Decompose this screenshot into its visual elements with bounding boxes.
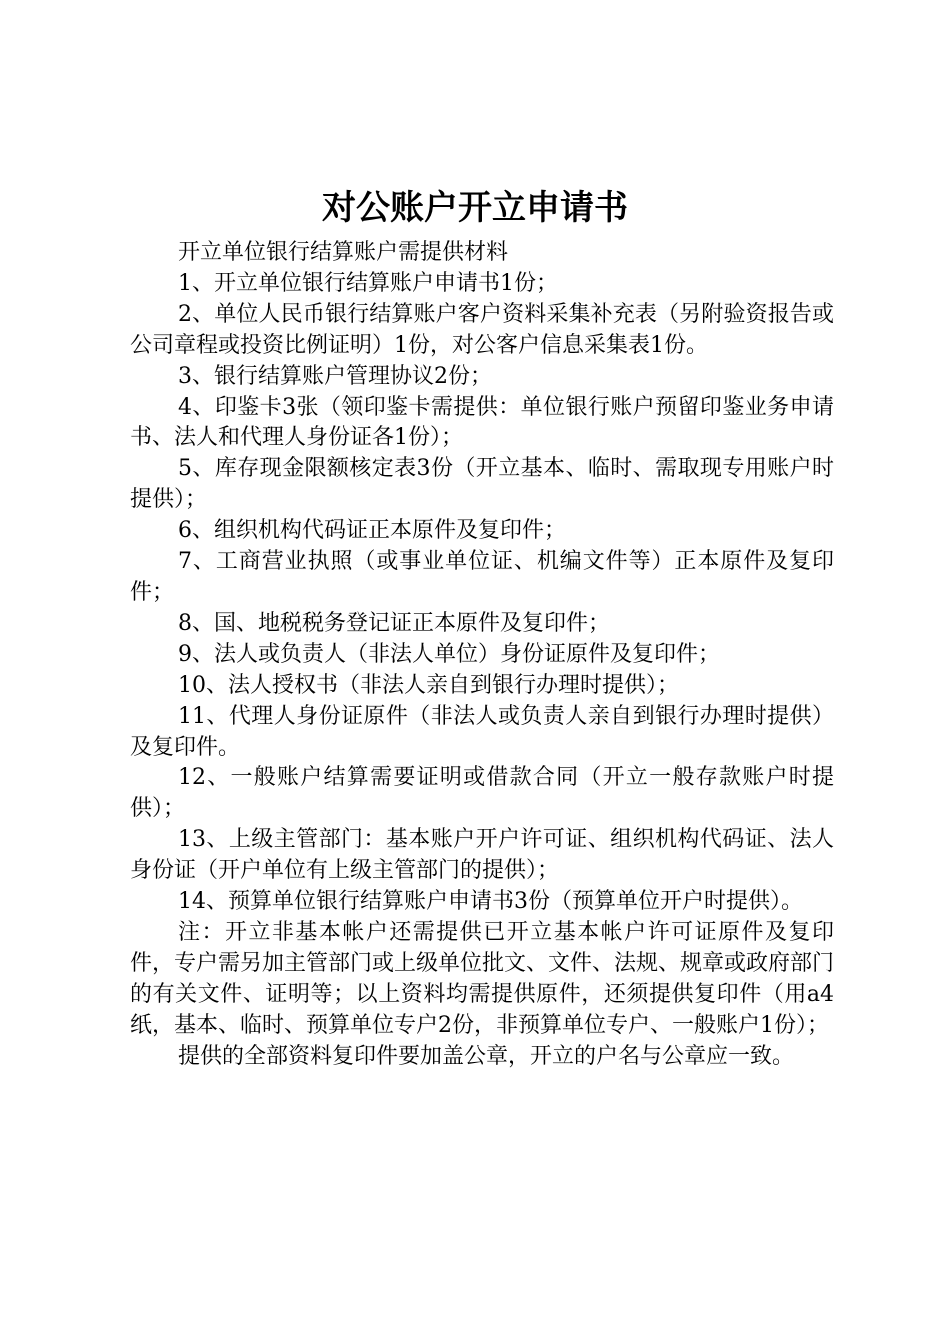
item-5: 5、库存现金限额核定表3份（开立基本、临时、需取现专用账户时提供）； — [130, 456, 834, 513]
item-9: 9、法人或负责人（非法人单位）身份证原件及复印件； — [178, 641, 720, 667]
note-paragraph: 注：开立非基本帐户还需提供已开立基本帐户许可证原件及复印件，专户需另加主管部门或上级单位批文、文件、法规、规章或政府部门的有关文件、证明等；以上资料均需提供原件，还须提供复印件（用a4纸，基本、临时、预算单位专户2份，非预算单位专户、一般账户1份）； — [130, 919, 835, 1038]
item-7: 7、工商营业执照（或事业单位证、机编文件等）正本原件及复印件； — [130, 549, 834, 605]
item-12: 12、一般账户结算需要证明或借款合同（开立一般存款账户时提供）； — [130, 765, 834, 822]
item-4: 4、印鉴卡3张（领印鉴卡需提供：单位银行账户预留印鉴业务申请书、法人和代理人身份证各1份）； — [130, 394, 834, 451]
item-11: 11、代理人身份证原件（非法人或负责人亲自到银行办理时提供）及复印件。 — [130, 703, 834, 760]
item-2: 2、单位人民币银行结算账户客户资料采集补充表（另附验资报告或公司章程或投资比例证明）1份，对公客户信息采集表1份。 — [130, 301, 834, 358]
document-body — [130, 238, 834, 1072]
item-13: 13、上级主管部门：基本账户开户许可证、组织机构代码证、法人身份证（开户单位有上级主管部门的提供）； — [130, 827, 834, 884]
item-6: 6、组织机构代码证正本原件及复印件； — [178, 518, 566, 544]
intro-paragraph: 开立单位银行结算账户需提供材料 — [178, 240, 509, 265]
closing-paragraph: 提供的全部资料复印件要加盖公章，开立的户名与公章应一致。 — [178, 1043, 795, 1069]
item-10: 10、法人授权书（非法人亲自到银行办理时提供）； — [178, 672, 679, 698]
item-1: 1、开立单位银行结算账户申请书1份； — [178, 270, 558, 296]
item-14: 14、预算单位银行结算账户申请书3份（预算单位开户时提供）。 — [178, 889, 803, 915]
item-3: 3、银行结算账户管理协议2份； — [178, 363, 492, 389]
document-title: 对公账户开立申请书 — [322, 188, 628, 228]
item-8: 8、国、地税税务登记证正本原件及复印件； — [178, 610, 610, 636]
